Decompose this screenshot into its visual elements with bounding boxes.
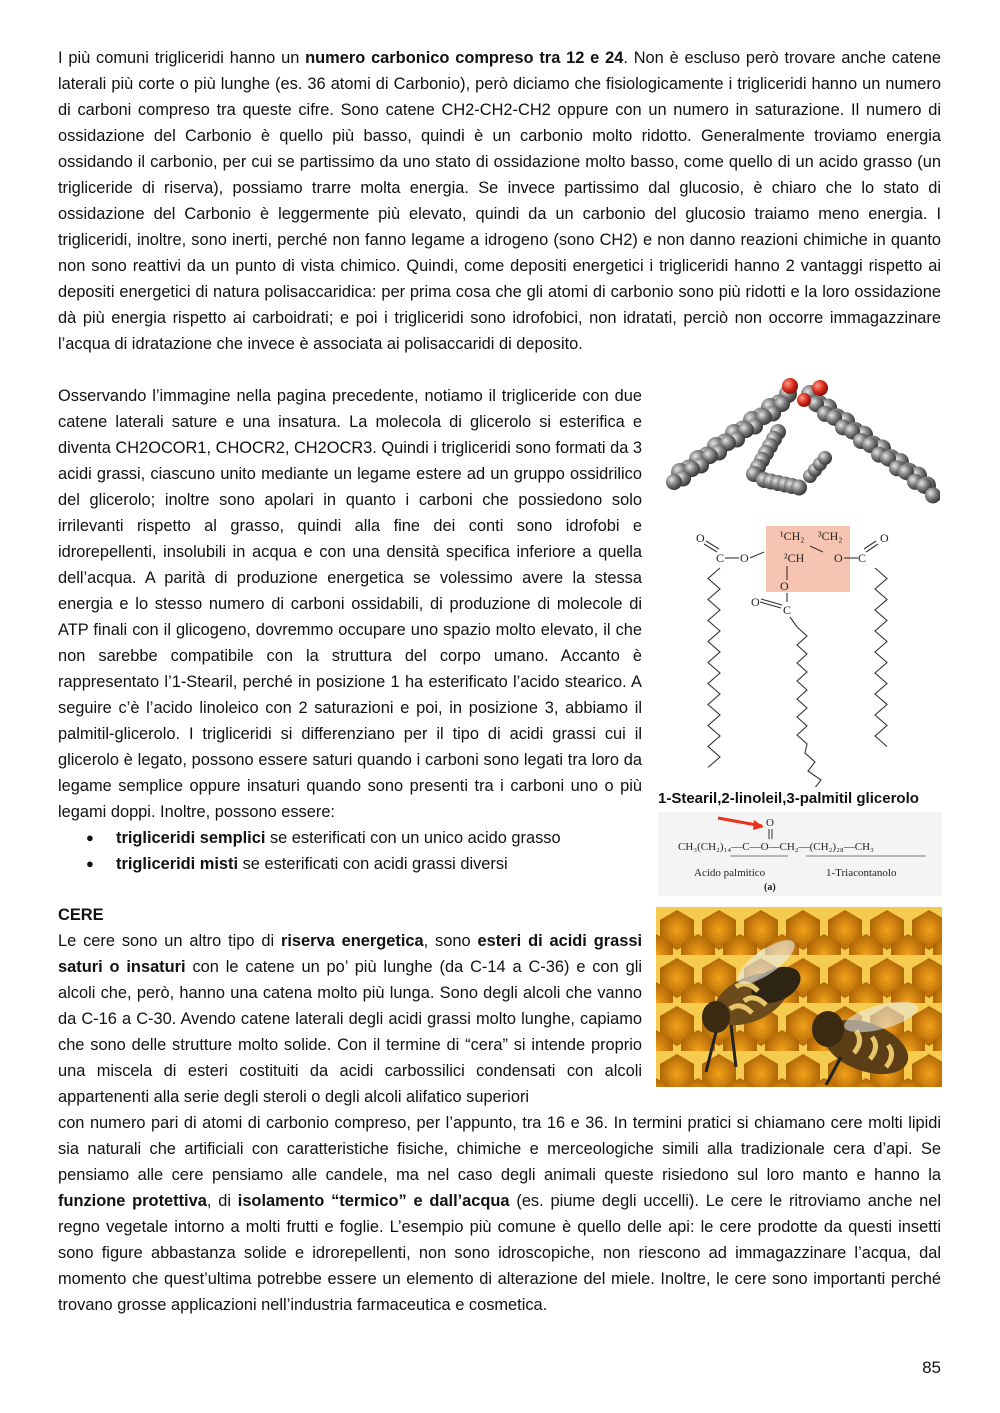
triglyceride-space-filling-model: [660, 372, 940, 522]
formula-text: CH₃(CH₂)₁₄—C—O—CH₂—(CH₂)₂₈—CH₃: [678, 841, 874, 853]
svg-text:O: O: [696, 531, 705, 545]
svg-text:O: O: [834, 551, 843, 565]
figure-sub-label: (a): [764, 882, 776, 893]
svg-text:C: C: [858, 551, 867, 565]
svg-text:O: O: [740, 551, 749, 565]
label-triacontanol: 1-Triacontanolo: [826, 867, 897, 879]
svg-text:O: O: [751, 595, 760, 609]
section-cere: [58, 902, 642, 1110]
section-heading: CERE: [58, 906, 104, 924]
c3-label: ³CH₂: [818, 529, 843, 543]
list-item: ● trigliceridi semplici se esterificati con un unico acido grasso: [58, 825, 642, 851]
bold-carbon-number: numero carbonico compreso tra 12 e 24: [305, 49, 624, 67]
paragraph-cere-continued: con numero pari di atomi di carbonio compreso, per l’appunto, tra 16 e 36. In termini pratici si chiamano cere molti lipidi sia naturali che artificiali con caratteristiche fisiche, chimiche e merceologiche simili alla tradizionale cera d’api. Se pensiamo alle cere pensiamo alle candele, ma nel caso degli animali queste risiedono sul loro manto e hanno la funzione protettiva, di isolamento “termico” e dall’acqua (es. piume degli uccelli). Le cere le ritroviamo anche nel regno vegetale intorno a molti frutti e foglie. L’esempio più comune è quello delle api: le cere prodotte da questi insetti sono figure abbastanza solide e idrorepellenti, non sono idroscopiche, non riescono ad immagazzinare l’acqua, dal momento che quest’ultima potrebbe essere un elemento di alterazione del miele. Inoltre, le cere sono importanti perché trovano grosse applicazioni nell’industria farmaceutica e cosmetica.: [58, 1114, 942, 1314]
carbonyl-oxygen: O: [766, 817, 774, 829]
triglyceride-types-list: [58, 825, 642, 877]
paragraph-triglycerides: I più comuni trigliceridi hanno un numero carbonico compreso tra 12 e 24. Non è escluso però trovare anche catene laterali più corte o più lunghe (es. 36 atomi di Carbonio), però diciamo che fisiologicamente i trigliceridi hanno un numero di carboni compreso tra queste cifre. Sono catene CH2-CH2-CH2 oppure con un numero in saturazione. Il numero di ossidazione del Carbonio è quello più basso, quindi è un carbonio molto ridotto. Generalmente troviamo energia ossidando il carbonio, per cui se partissimo da uno stato di ossidazione molto basso, come quello di un acido grasso (un trigliceride di riserva), possiamo trarre molta energia. Se invece partissimo dal glucosio, è chiaro che lo stato di ossidazione del Carbonio è leggermente più elevato, quindi da un carbonio del glucosio traiamo meno energia. I trigliceridi, inoltre, sono inerti, perché non fanno legame a idrogeno (sono CH2) e non danno reazioni chimiche in quanto non sono reattivi da un punto di vista chimico. Quindi, come depositi energetici i trigliceridi hanno 2 vantaggi rispetto ai depositi energetici di natura polisaccaridica: per prima cosa che gli atomi di carbonio sono più ridotti e la loro ossidazione dà più energia rispetto ai carboidrati; e poi i trigliceridi sono idrofobici, non idratati, perciò non occorre immagazzinare l’acqua di idratazione che invece è associata ai polisaccaridi di deposito.: [58, 49, 941, 353]
paragraph-cere: Le cere sono un altro tipo di riserva energetica, sono esteri di acidi grassi saturi o insaturi con le catene un po’ più lunghe (da C-14 a C-36) e con gli alcoli che, però, hanno una catena molto più lunga. Sono degli alcoli che vanno da C-16 a C-30. Avendo catene laterali degli acidi grassi molto lunghe, capiamo che sono delle strutture molto solide. Con il termine di “cera” si intende proprio una miscela di esteri costituiti da acidi carbossilici condensati con alcoli appartenenti alla serie degli steroli o degli alcoli alifatico superiori: [58, 932, 642, 1106]
page-number: 85: [922, 1358, 941, 1377]
bees-honeycomb-photo: [656, 907, 942, 1087]
svg-text:O: O: [880, 531, 889, 545]
svg-text:O: O: [780, 579, 789, 593]
svg-text:C: C: [716, 551, 725, 565]
c2-label: ²CH: [784, 551, 805, 565]
list-item: ● trigliceridi misti se esterificati con acidi grassi diversi: [58, 851, 642, 877]
figure-caption: 1-Stearil,2-linoleil,3-palmitil glicerolo: [658, 790, 919, 807]
wax-ester-formula: [658, 812, 942, 896]
paragraph-glycerol: Osservando l’immagine nella pagina precedente, notiamo il trigliceride con due catene laterali sature e una insatura. La molecola di glicerolo si esterifica e diventa CH2OCOR1, CHOCR2, CH2OCR3. Quindi i trigliceridi sono formati da 3 acidi grassi, ciascuno unito mediante un legame estere ad un gruppo ossidrilico del glicerolo; inoltre sono apolari in quanto i carboni che possiedono solo irrilevanti rispetto al grasso, quindi alla fine dei conti sono idrofobi e idrorepellenti, insolubili in acqua e con una densità specifica inferiore a quella dell’acqua. A parità di produzione energetica se volessimo avere la stessa energia e lo stesso numero di carboni ossidabili, di produzione di molecole di ATP finali con il glicogeno, dovremmo occupare uno spazio molto elevato, il che non sarebbe compatibile con la struttura del corpo umano. Accanto è rappresentato l’1-Stearil, perché in posizione 1 ha esterificato l’acido stearico. A seguire c’è l’acido linoleico con 2 saturazioni e poi, in posizione 3, abbiamo il palmitil-glicerolo. I trigliceridi si differenziano per il tipo di acidi grassi cui il glicerolo è legato, possono essere saturi quando i carboni sono legati tra loro da legame semplice oppure insaturi quando sono presenti tra i carboni uno o più legami doppi. Inoltre, possono essere: ● trigliceridi semplici se esterificati con un unico acido grasso ● trigliceridi misti se esterificati con acidi grassi diversi: [58, 383, 642, 877]
triglyceride-structural-formula: [660, 522, 945, 787]
c1-label: ¹CH₂: [780, 529, 805, 543]
label-palmitic-acid: Acido palmitico: [694, 867, 766, 879]
svg-text:C: C: [783, 603, 792, 617]
